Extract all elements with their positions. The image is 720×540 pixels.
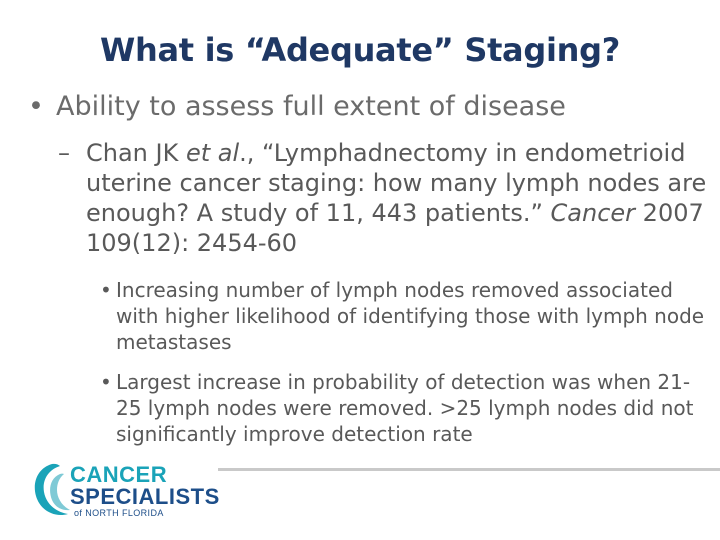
citation-author: Chan JK xyxy=(86,139,186,167)
citation-journal: Cancer xyxy=(550,199,636,227)
citation-et-al: et al xyxy=(185,139,240,167)
logo-text-cancer: CANCER xyxy=(70,462,168,487)
dash-marker: – xyxy=(58,139,70,167)
bullet-level1-text: Ability to assess full extent of disease xyxy=(56,91,566,122)
citation-title: ., “Lymphadnectomy in endometrioid uterine cancer staging: how many lymph nodes are enough? A study of 11, 443 patients.” xyxy=(86,139,707,227)
company-logo xyxy=(30,458,220,524)
logo-text-specialists: SPECIALISTS xyxy=(70,484,220,509)
bullet-marker: • xyxy=(100,278,112,302)
bullet-marker: • xyxy=(28,91,44,122)
bullet-level1 xyxy=(28,88,708,126)
bullet-marker: • xyxy=(100,370,112,394)
logo-text-region: of NORTH FLORIDA xyxy=(74,508,164,518)
logo-swirl-icon xyxy=(30,460,74,520)
citation-volume: 2007 109(12): 2454-60 xyxy=(86,199,704,257)
bullet-level3-text: Increasing number of lymph nodes removed associated with higher likelihood of identifying those with lymph node metastases xyxy=(116,278,705,354)
bullet-level3-text: Largest increase in probability of detection was when 21-25 lymph nodes were removed. >25 lymph nodes did not significantly improve detection rate xyxy=(116,370,694,446)
slide-title: What is “Adequate” Staging? xyxy=(100,31,620,69)
footer-divider xyxy=(218,468,720,471)
citation-text xyxy=(86,138,716,258)
